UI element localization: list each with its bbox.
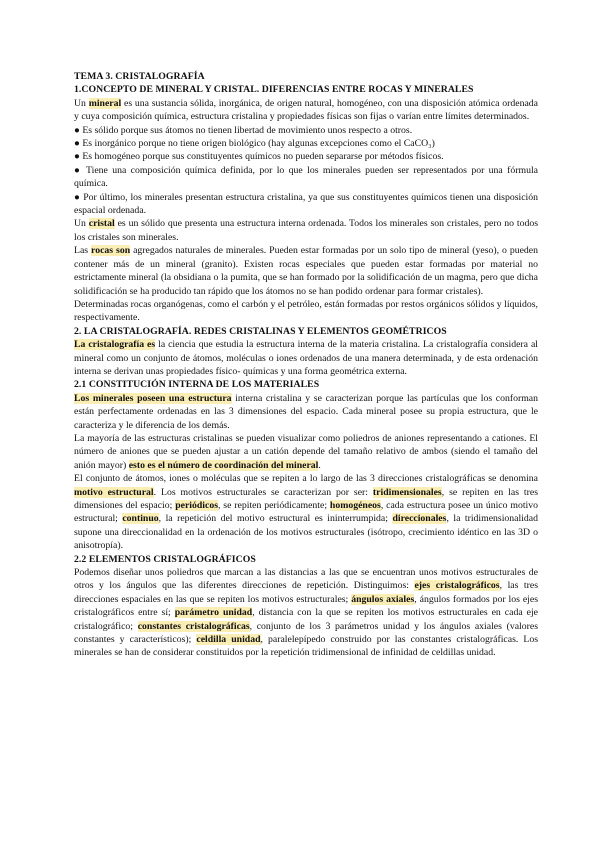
section-2-1-heading: 2.1 CONSTITUCIÓN INTERNA DE LOS MATERIALES bbox=[74, 379, 320, 391]
rocas-term: rocas son bbox=[91, 245, 131, 257]
bullet-item: ● Es homogéneo porque sus constituyentes químicos no pueden separarse por métodos físicos. bbox=[74, 151, 444, 163]
angulos-term: ángulos axiales bbox=[351, 593, 415, 605]
rocas-paragraph: Las rocas son agregados naturales de minerales. Pueden estar formadas por un solo tipo de mineral (yeso), o pueden contener más de un mineral (granito). Existen rocas especiales que pueden estar formadas por material no estrictamente mineral (la obsidiana o la pumita, que se han formado por la solidificación de un magma, pero que dicha solidificación se ha producido tan rápido que los átomos no se han podido ordenar para formar cristales). bbox=[74, 245, 539, 297]
cristalografia-term: La cristalografía es bbox=[74, 339, 156, 351]
minerales-estructura-paragraph: Los minerales poseen una estructura interna cristalina y se caracterizan porque las partículas que los conforman están perfectamente ordenadas en las 3 dimensiones del espacio. Cada mineral posee su propia estructura, que le caracteriza y le diferencia de los demás. bbox=[74, 392, 538, 431]
direccionales-term: direccionales bbox=[392, 513, 447, 525]
constantes-term: constantes cristalográficas bbox=[137, 620, 250, 632]
motivo-estructural-paragraph: El conjunto de átomos, iones o moléculas que se repiten a lo largo de las 3 direcciones cristalográficas se denomina motivo estructural. Los motivos estructurales se caracterizan por ser: tridimensionales, se repiten en las tres dimensiones del espacio; periódicos, se repiten periódicamente; homogéneos, cada estructura posee un único motivo estructural; continuo, la repetición del motivo estructural es ininterrumpida; direccionales, la tridimensionalidad supone una direccionalidad en la ordenación de los motivos estructurales (isótropo, crecimiento idéntico en las 3D o anisotropía). bbox=[74, 473, 538, 552]
bullet-item: ● Tiene una composición química definida, por lo que los minerales pueden ser representados por una fórmula química. bbox=[74, 164, 538, 190]
celdilla-term: celdilla unidad bbox=[196, 634, 261, 646]
bullet-item: ● Por último, los minerales presentan estructura cristalina, ya que sus constituyentes químicos tienen una disposición espacial ordenada. bbox=[74, 191, 538, 217]
bullet-item: ● Es sólido porque sus átomos no tienen libertad de movimiento unos respecto a otros. bbox=[74, 124, 413, 136]
coordinacion-term: esto es el número de coordinación del mineral bbox=[128, 459, 319, 471]
coordinacion-paragraph: La mayoría de las estructuras cristalinas se pueden visualizar como poliedros de aniones representando a cationes. El número de aniones que se pueden ajustar a un catión depende del tamaño relativo de ambos (siendo el tamaño del anión mayor) esto es el número de coordinación del mineral. bbox=[74, 432, 538, 471]
section-2-heading: 2. LA CRISTALOGRAFÍA. REDES CRISTALINAS Y ELEMENTOS GEOMÉTRICOS bbox=[74, 325, 447, 337]
section-1-heading: 1.CONCEPTO DE MINERAL Y CRISTAL. DIFERENCIAS ENTRE ROCAS Y MINERALES bbox=[74, 84, 474, 96]
cristal-term: cristal bbox=[88, 218, 115, 230]
mineral-term: mineral bbox=[88, 97, 122, 109]
organogenas-paragraph: Determinadas rocas organógenas, como el carbón y el petróleo, están formadas por restos orgánicos sólidos y líquidos, respectivamente. bbox=[74, 298, 538, 324]
section-2-2-heading: 2.2 ELEMENTOS CRISTALOGRÁFICOS bbox=[74, 553, 256, 565]
motivo-estructural-term: motivo estructural bbox=[74, 486, 154, 498]
bullet-item: ● Es inorgánico porque no tiene origen biológico (hay algunas excepciones como el CaCO₃) bbox=[74, 138, 435, 150]
periodicos-term: periódicos bbox=[175, 500, 218, 511]
cristalografia-paragraph: La cristalografía es la ciencia que estudia la estructura interna de la materia cristalina. La cristalografía considera al mineral como un conjunto de átomos, moléculas o iones ordenados de una manera determinada, y de esta ordenación interna se derivan unas propiedades físico- químicas y una forma geométrica externa. bbox=[74, 339, 538, 377]
homogeneos-term: homogéneos bbox=[329, 500, 381, 511]
parametro-term: parámetro unidad bbox=[174, 607, 253, 619]
continuo-term: continuo bbox=[122, 513, 159, 525]
ejes-term: ejes cristalográficos bbox=[414, 580, 500, 592]
minerales-estructura-term: Los minerales poseen una estructura bbox=[74, 392, 232, 404]
cristal-paragraph: Un cristal es un sólido que presenta una estructura interna ordenada. Todos los minerales son cristales, pero no todos los cristales son minerales. bbox=[74, 218, 538, 243]
tridimensionales-term: tridimensionales bbox=[372, 486, 442, 498]
mineral-paragraph: Un mineral es una sustancia sólida, inorgánica, de origen natural, homogéneo, con una disposición atómica ordenada y cuya composición química, estructura cristalina y propiedades físicas son fijas o varían entre límites determinados. bbox=[74, 97, 538, 123]
document-title: TEMA 3. CRISTALOGRAFÍA bbox=[74, 71, 205, 82]
elementos-cristalograficos-paragraph: Podemos diseñar unos poliedros que marcan a las distancias a las que se encuentran unos motivos estructurales de otros y los ángulos que las diferentes direcciones de repetición. Distinguimos: ejes cristalográficos, las tres direcciones espaciales en las que se repiten los motivos estructurales; ángulos axiales, ángulos formados por los ejes cristalográficos entre sí; parámetro unidad, distancia con la que se repiten los motivos estructurales en cada eje cristalográfico; constantes cristalográficas, conjunto de los 3 parámetros unidad y los ángulos axiales (valores constantes y característicos); celdilla unidad, paralelepípedo construido por las constantes cristalográficas. Los minerales se han de considerar constituidos por la repetición tridimensional de infinidad de celdillas unidad. bbox=[74, 567, 539, 659]
